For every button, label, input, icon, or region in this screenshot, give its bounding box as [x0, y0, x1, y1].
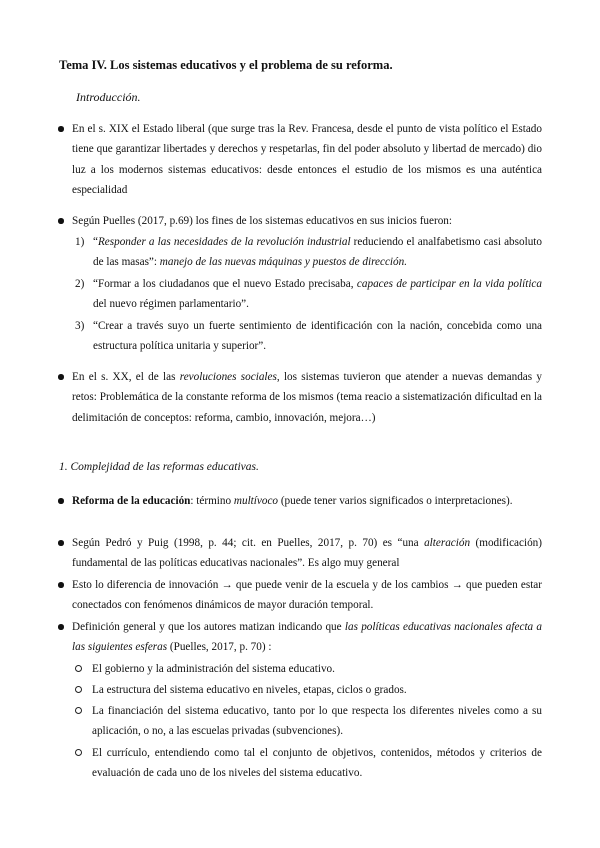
bullet-item: En el s. XX, el de las revoluciones sociales, los sistemas tuvieron que atender a nuevas demandas y retos: Problemática de la constante reforma de los mismos (tema reacio a sistematización dificultad en la delimitación de conceptos: reforma, cambio, innovación, mejora…) [72, 367, 542, 428]
bullet-item [72, 575, 542, 616]
bullet-icon [58, 540, 64, 546]
numbered-item: 3) “Crear a través suyo un fuerte sentimiento de identificación con la nación, concebida como una estructura política unitaria y superior”. [93, 316, 542, 357]
sub-bullet-item [92, 743, 542, 784]
bullet-item: Según Pedró y Puig (1998, p. 44; cit. en Puelles, 2017, p. 70) es “una alteración (modificación) fundamental de las políticas educativas nacionales”. Es algo muy general [72, 533, 542, 574]
sub-bullet-item [92, 701, 542, 742]
introduction-heading: Introducción. [76, 90, 141, 104]
item-number: 2) [75, 278, 85, 290]
bullet-icon [58, 624, 64, 630]
bullet-item [72, 211, 542, 231]
bullet-item: Reforma de la educación: término multívoco (puede tener varios significados o interpretaciones). [72, 491, 542, 511]
circle-bullet-icon [75, 707, 82, 714]
sub-bullet-text: El currículo, entendiendo como tal el conjunto de objetivos, contenidos, métodos y criterios de evaluación de cada uno de los niveles del sistema educativo. [92, 747, 542, 780]
item-number: 3) [75, 320, 85, 332]
bullet-item [72, 119, 542, 200]
bullet-text: En el s. XIX el Estado liberal (que surge tras la Rev. Francesa, desde el punto de vista político el Estado tiene que garantizar libertades y derechos y respetarlas, fin del poder absoluto y libertad de mercado) dio luz a los modernos sistemas educativos: desde entonces el estudio de los mismos es una auténtica especialidad [72, 123, 542, 196]
sub-bullet-text: El gobierno y la administración del sistema educativo. [92, 663, 335, 675]
bullet-icon [58, 498, 64, 504]
bullet-icon [58, 582, 64, 588]
sub-bullet-item [92, 680, 542, 700]
section-heading: 1. Complejidad de las reformas educativas. [59, 461, 259, 473]
bullet-icon [58, 218, 64, 224]
sub-bullet-text: La estructura del sistema educativo en niveles, etapas, ciclos o grados. [92, 684, 407, 696]
document-title: Tema IV. Los sistemas educativos y el problema de su reforma. [59, 58, 393, 72]
bullet-text: Según Puelles (2017, p.69) los fines de los sistemas educativos en sus inicios fueron: [72, 215, 453, 227]
bullet-icon [58, 374, 64, 380]
bullet-icon [58, 126, 64, 132]
numbered-item: 1) “Responder a las necesidades de la revolución industrial reduciendo el analfabetismo casi absoluto de las masas”: manejo de las nuevas máquinas y puestos de dirección. [93, 232, 542, 273]
bullet-item: Definición general y que los autores matizan indicando que las políticas educativas nacionales afecta a las siguientes esferas (Puelles, 2017, p. 70) : [72, 617, 542, 658]
circle-bullet-icon [75, 665, 82, 672]
item-number: 1) [75, 236, 85, 248]
bullet-text: Esto lo diferencia de innovación → que puede venir de la escuela y de los cambios → que pueden estar conectados con fenómenos dinámicos de mayor duración temporal. [72, 579, 542, 612]
sub-bullet-text: La financiación del sistema educativo, tanto por lo que respecta los diferentes niveles como a su aplicación, o no, a las escuelas privadas (subvenciones). [92, 705, 542, 738]
numbered-item: 2) “Formar a los ciudadanos que el nuevo Estado precisaba, capaces de participar en la vida política del nuevo régimen parlamentario”. [93, 274, 542, 315]
circle-bullet-icon [75, 749, 82, 756]
circle-bullet-icon [75, 686, 82, 693]
sub-bullet-item [92, 659, 542, 679]
